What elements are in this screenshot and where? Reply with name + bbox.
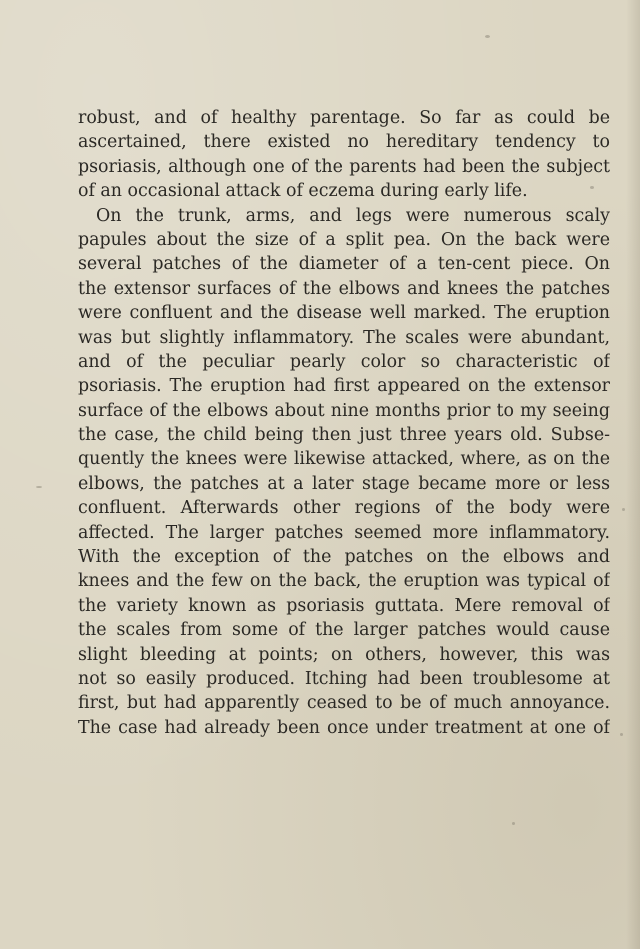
text-line: not so easily produced. Itching had been troublesome at: [78, 668, 610, 689]
text-line: psoriasis, although one of the parents had been the subject: [78, 156, 610, 177]
paper-speck: [36, 486, 42, 488]
text-line: psoriasis. The eruption had first appeared on the extensor: [78, 376, 610, 397]
text-line: of an occasional attack of eczema during early life.: [78, 181, 528, 202]
text-line: surface of the elbows about nine months prior to my seeing: [78, 400, 610, 421]
text-line: elbows, the patches at a later stage became more or less: [78, 473, 610, 494]
text-line: affected. The larger patches seemed more inflammatory.: [78, 522, 610, 543]
text-line: the scales from some of the larger patches would cause: [78, 620, 610, 641]
text-line: was but slightly inflammatory. The scales were abundant,: [78, 327, 610, 348]
text-line: quently the knees were likewise attacked, where, as on the: [78, 449, 610, 470]
text-line: The case had already been once under treatment at one of: [78, 717, 610, 738]
text-line: With the exception of the patches on the elbows and: [78, 547, 610, 568]
text-line: the variety known as psoriasis guttata. Mere removal of: [78, 595, 610, 616]
paper-speck: [512, 822, 515, 825]
text-line: slight bleeding at points; on others, however, this was: [78, 644, 610, 665]
text-line: and of the peculiar pearly color so characteristic of: [78, 351, 610, 372]
text-line: papules about the size of a split pea. On the back were: [78, 229, 610, 250]
paper-speck: [620, 733, 623, 736]
text-line: knees and the few on the back, the eruption was typical of: [78, 571, 610, 592]
paper-speck: [590, 186, 594, 189]
text-line: robust, and of healthy parentage. So far as could be: [78, 108, 610, 128]
text-line: the case, the child being then just three years old. Subse-: [78, 425, 610, 446]
page-edge-shadow: [626, 0, 640, 949]
body-text: [78, 106, 610, 740]
text-line: several patches of the diameter of a ten-cent piece. On: [78, 254, 610, 275]
text-line: On the trunk, arms, and legs were numerous scaly: [96, 205, 610, 226]
text-line: were confluent and the disease well marked. The eruption: [78, 303, 610, 324]
text-line: ascertained, there existed no hereditary tendency to: [78, 132, 610, 153]
text-line: confluent. Afterwards other regions of the body were: [78, 498, 610, 519]
paper-speck: [485, 35, 490, 38]
paper-speck: [622, 508, 625, 511]
text-line: first, but had apparently ceased to be of much annoyance.: [78, 693, 610, 714]
text-line: the extensor surfaces of the elbows and knees the patches: [78, 278, 610, 299]
